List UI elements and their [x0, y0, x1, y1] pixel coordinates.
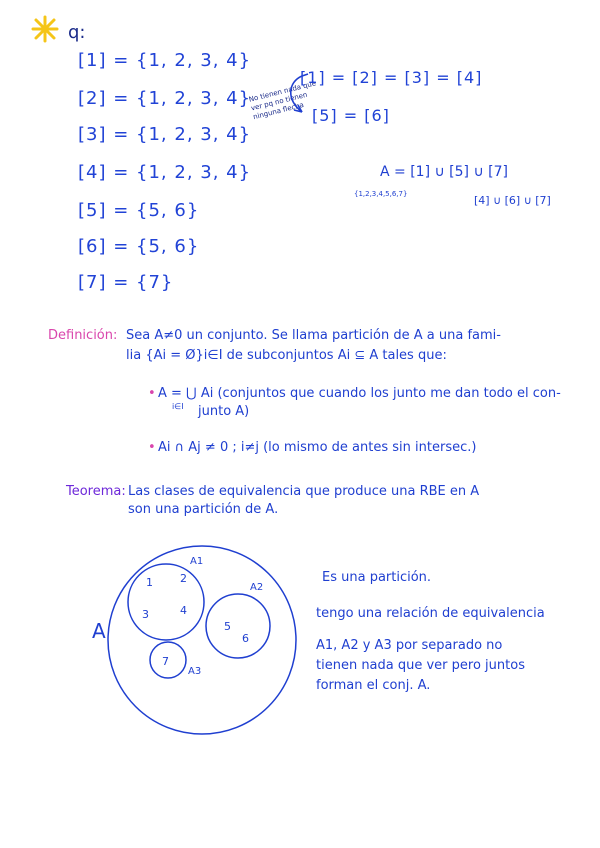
star-icon	[30, 14, 60, 44]
explanation-line-5: forman el conj. A.	[316, 678, 431, 693]
element-6: 6	[242, 632, 249, 645]
definition-line-1: Sea A≠0 un conjunto. Se llama partición de A a una fami-	[126, 328, 501, 343]
header-label: q:	[68, 22, 86, 43]
definition-bullet-1-line-2: junto A)	[198, 404, 250, 419]
equality-line-1: [1] = [2] = [3] = [4]	[300, 68, 483, 87]
definition-bullet-1-dot: •	[148, 386, 156, 401]
explanation-line-1: Es una partición.	[322, 570, 432, 585]
union-under-right: [4] ∪ [6] ∪ [7]	[474, 194, 551, 207]
definition-line-2: lia {Ai = Ø}i∈I de subconjuntos Ai ⊆ A tales que:	[126, 348, 447, 363]
element-7: 7	[162, 655, 169, 668]
subset-a1-label: A1	[190, 556, 204, 567]
partition-diagram	[80, 540, 310, 740]
theorem-line-2: son una partición de A.	[128, 502, 279, 517]
explanation-line-3: A1, A2 y A3 por separado no	[316, 638, 503, 653]
element-4: 4	[180, 604, 187, 617]
class-4: [4] = {1, 2, 3, 4}	[78, 162, 252, 183]
subset-a2-circle	[206, 594, 270, 658]
union-expression: A = [1] ∪ [5] ∪ [7]	[380, 164, 508, 180]
class-5: [5] = {5, 6}	[78, 200, 200, 221]
theorem-line-1: Las clases de equivalencia que produce una RBE en A	[128, 484, 480, 499]
definition-bullet-2-dot: •	[148, 440, 156, 455]
class-6: [6] = {5, 6}	[78, 236, 200, 257]
union-under-left: {1,2,3,4,5,6,7}	[354, 190, 408, 198]
element-5: 5	[224, 620, 231, 633]
subset-a3-label: A3	[188, 666, 202, 677]
definition-bullet-2: Ai ∩ Aj ≠ 0 ; i≠j (lo mismo de antes sin intersec.)	[158, 440, 477, 455]
definition-bullet-1-line-1: A = ⋃ Ai (conjuntos que cuando los junto me dan todo el con-	[158, 386, 561, 401]
class-3: [3] = {1, 2, 3, 4}	[78, 124, 252, 145]
set-a-label: A	[92, 619, 106, 643]
element-2: 2	[180, 572, 187, 585]
subset-a1-circle	[128, 564, 204, 640]
class-1: [1] = {1, 2, 3, 4}	[78, 50, 252, 71]
explanation-line-4: tienen nada que ver pero juntos	[316, 658, 525, 673]
definition-label: Definición:	[48, 328, 118, 343]
set-a-circle	[108, 546, 296, 734]
subset-a2-label: A2	[250, 582, 264, 593]
definition-bullet-1-sub: i∈I	[172, 402, 184, 411]
element-1: 1	[146, 576, 153, 589]
side-note: No tienen nada que ver pq no tienen ninguna flecha	[248, 79, 317, 122]
element-3: 3	[142, 608, 149, 621]
theorem-label: Teorema:	[66, 484, 126, 499]
explanation-line-2: tengo una relación de equivalencia	[316, 606, 545, 621]
class-2: [2] = {1, 2, 3, 4}	[78, 88, 252, 109]
class-7: [7] = {7}	[78, 272, 174, 293]
equality-line-2: [5] = [6]	[312, 106, 390, 125]
